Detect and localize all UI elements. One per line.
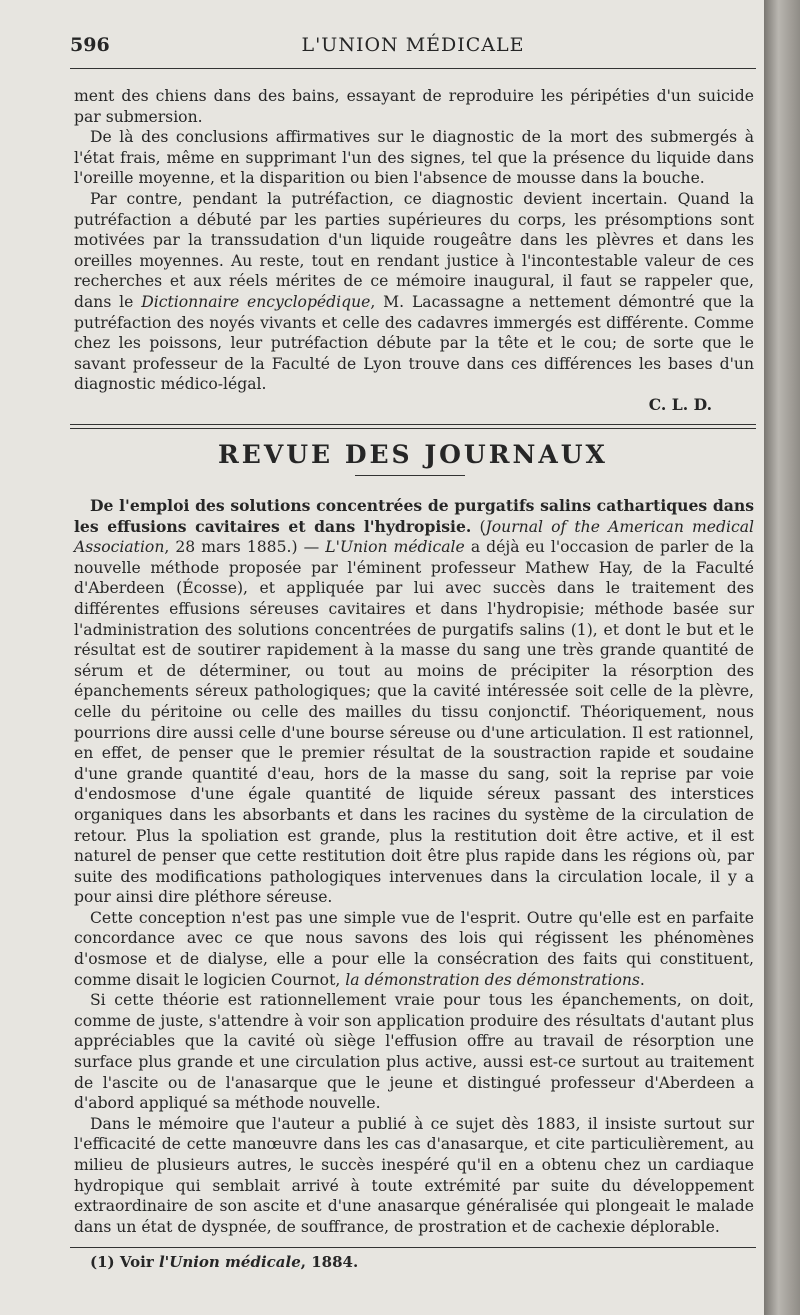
section-title: REVUE DES JOURNAUX: [218, 440, 608, 469]
article-text: [74, 496, 754, 1237]
article-title: De l'emploi des solutions concentrées de purgatifs salins cathartiques dans les effusions cavitaires et dans l'hydropisie.: [74, 496, 754, 536]
source-date: , 28 mars 1885.) —: [164, 538, 326, 557]
italic-citation: Dictionnaire encyclopédique: [141, 292, 371, 311]
paragraph: Si cette théorie est rationnellement vraie pour tous les épanchements, on doit, comme de juste, s'attendre à voir son application produire des résultats d'autant plus appréciables que la cavité où siège l'effusion offre au travail de résorption une surface plus grande et une circulation plus active, aussi est-ce surtout au traitement de l'ascite ou de l'anasarque que le jeune et distingué professeur d'Aberdeen a d'abord appliqué sa méthode nouvelle.: [74, 991, 754, 1113]
article-first-paragraph: [74, 496, 754, 908]
text-run: Cette conception n'est pas une simple vue de l'esprit. Outre qu'elle est en parfaite concordance avec ce que nous savons des lois qui régissent les phénomènes d'osmose et de dialyse, elle a pour elle la consécration des faits qui constituent, comme disait le logicien Cournot,: [74, 908, 754, 989]
paragraph: [74, 189, 754, 395]
paragraph: [74, 908, 754, 990]
text-run: Voir: [114, 1253, 159, 1271]
italic-quote: la démonstration des démonstrations: [345, 970, 640, 989]
paragraph: De là des conclusions affirmatives sur le diagnostic de la mort des submergés à l'état frais, même en supprimant l'un des signes, tel que la présence du liquide dans l'oreille moyenne, et la disparition ou bien l'absence de mousse dans la bouche.: [74, 128, 754, 188]
text-run: .: [639, 970, 645, 989]
source-reference: L'Union médicale: [325, 538, 465, 557]
page-header: [70, 34, 756, 62]
text-run: Par contre, pendant la putréfaction, ce diagnostic devient incertain. Quand la putréfaction a débuté par les parties supérieures du corps, les présomptions sont motivées par la transsudation d'un liquide rougeâtre dans les plèvres et dans les oreilles moyennes. Au reste, tout en rendant justice à l'incontestable valeur de ces recherches et aux réels mérites de ce mémoire inaugural, il faut se rappeler que, dans le: [74, 189, 754, 311]
footnote-rule: [70, 1247, 756, 1248]
footnote-citation: l'Union médicale: [158, 1253, 301, 1271]
paragraph: ment des chiens dans des bains, essayant de reproduire les péripéties d'un suicide par submersion.: [74, 87, 754, 126]
source-journal: Journal of the American medical Association: [74, 517, 754, 557]
text-run: (: [471, 517, 486, 536]
section-rule-top: [70, 424, 756, 425]
section-title-underline: [355, 475, 465, 476]
text-run: a déjà eu l'occasion de parler de la nouvelle méthode proposée par l'éminent professeur Mathew Hay, de la Faculté d'Aberdeen (Écosse), et appliquée par lui avec succès dans le traitement des différentes effusions séreuses cavitaires et dans l'hydropisie; méthode basée sur l'administration des solutions concentrées de purgatifs salins (1), et dont le but et le résultat est de soutirer rapidement à la masse du sang une très grande quantité de sérum et de déterminer, ou tout au moins de précipiter la résorption des épanchements séreux pathologiques; que la cavité intéressée soit celle de la plèvre, celle du péritoine ou celle des mailles du tissu conjonctif. Théoriquement, nous pourrions dire aussi celle d'une bourse séreuse ou d'une articulation. Il est rationnel, en effet, de penser que le premier résultat de la soustraction rapide et soudaine d'une grande quantité d'eau, hors de la masse du sang, soit la reprise par voie d'endosmose d'une égale quantité de liquide séreux passant des interstices organiques dans les absorbants et dans les racines du système de la circulation de retour. Plus la spoliation est grande, plus la restitution doit être active, et il est naturel de penser que cette restitution doit être plus rapide dans les régions où, par suite des modifications pathologiques intervenues dans la circulation locale, il y a pour ainsi dire pléthore séreuse.: [74, 538, 754, 907]
page-number: 596: [70, 34, 110, 56]
footnote: [90, 1253, 358, 1271]
section-rule-bottom: [70, 428, 756, 429]
continuation-text: [74, 86, 754, 416]
text-run: , 1884.: [300, 1253, 359, 1271]
text-run: , M. Lacassagne a nettement démontré que la putréfaction des noyés vivants et celle des cadavres immergés est différente. Comme chez les poissons, leur putréfaction débute par la tête et le cou; de sorte que le savant professeur de la Faculté de Lyon trouve dans ces différences les bases d'un diagnostic médico-légal.: [74, 292, 754, 394]
paragraph: Dans le mémoire que l'auteur a publié à ce sujet dès 1883, il insiste surtout sur l'efficacité de cette manœuvre dans les cas d'anasarque, et cite particulièrement, au milieu de plusieurs autres, le succès inespéré qu'il en a obtenu chez un cardiaque hydropique qui semblait arrivé à toute extrémité par suite du développement extraordinaire de son ascite et d'une anasarque généralisée qui plongeait le malade dans un état de dyspnée, de souffrance, de prostration et de cachexie déplorable.: [74, 1114, 754, 1236]
author-signature: C. L. D.: [648, 394, 712, 414]
running-head: L'UNION MÉDICALE: [301, 34, 525, 56]
footnote-marker: (1): [90, 1253, 115, 1271]
header-rule: [70, 68, 756, 69]
book-spine-edge: [764, 0, 800, 1315]
